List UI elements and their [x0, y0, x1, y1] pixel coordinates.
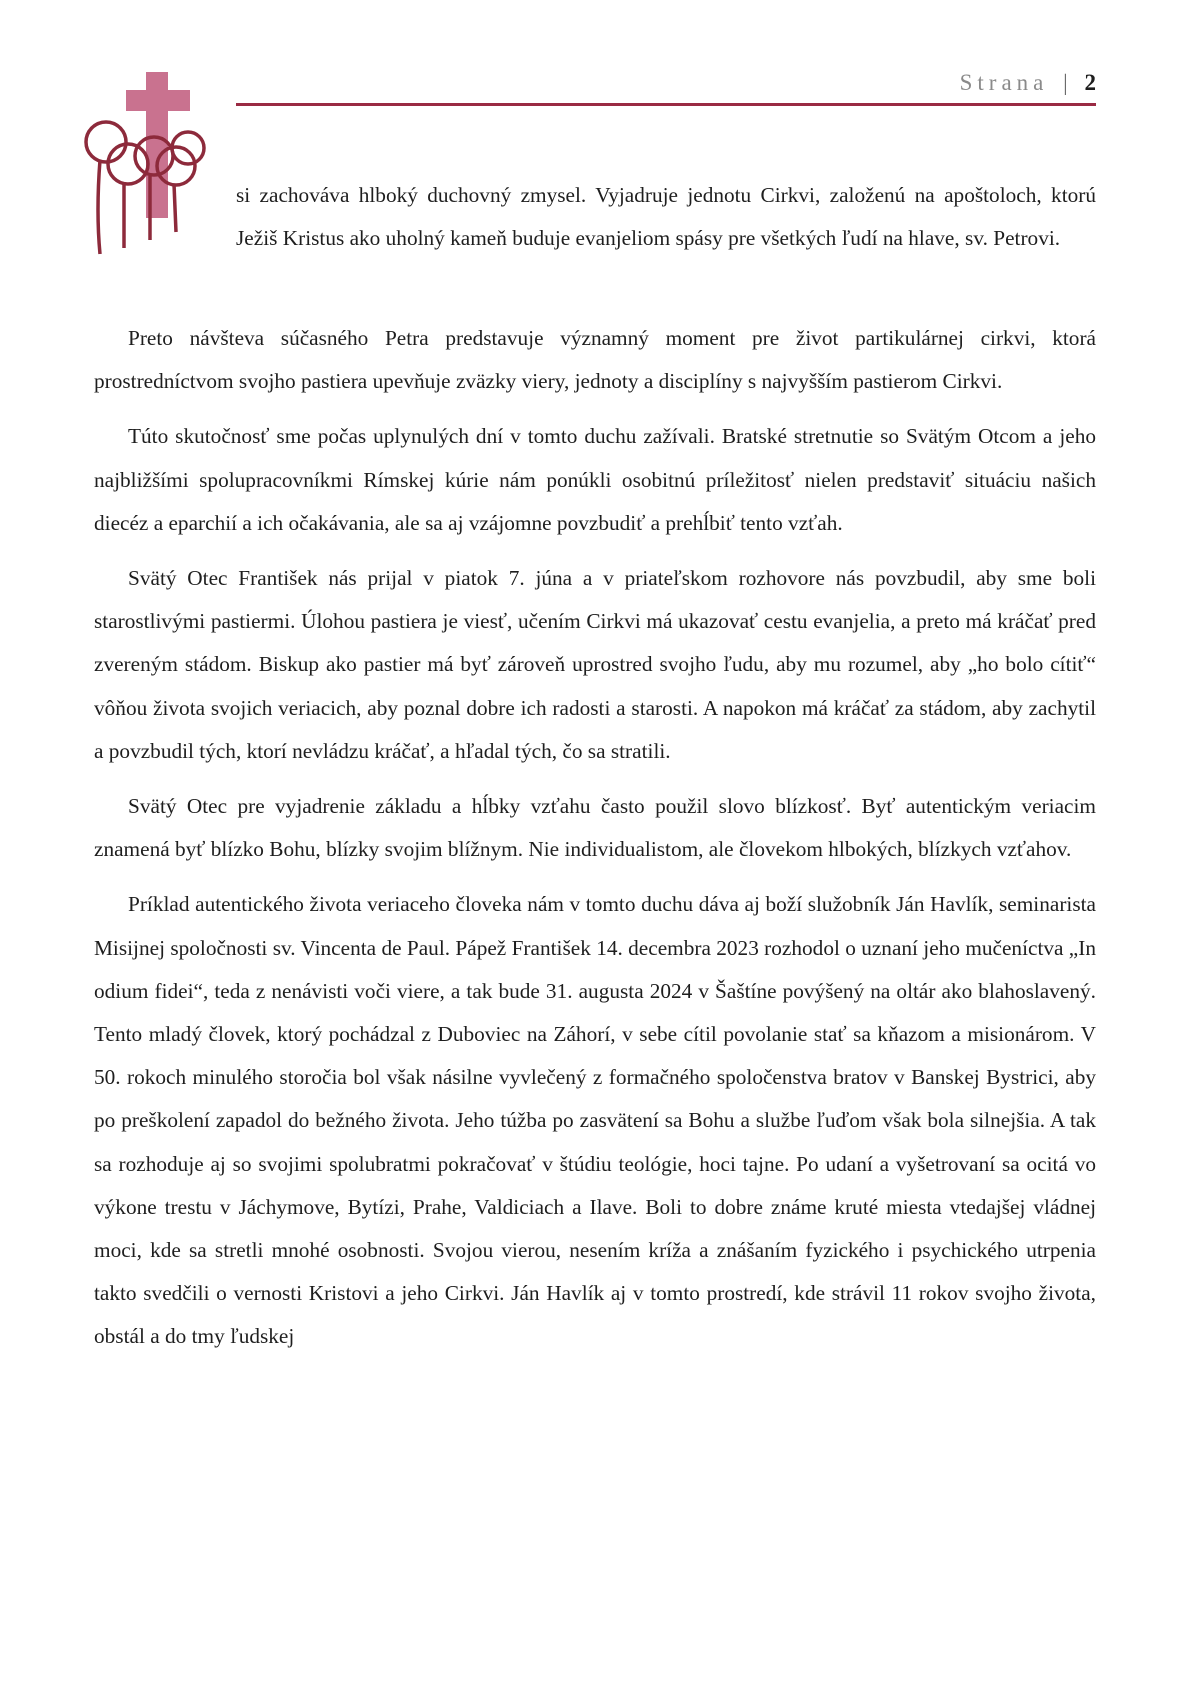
- paragraph: Túto skutočnosť sme počas uplynulých dní v tomto duchu zažívali. Bratské stretnutie so Svätým Otcom a jeho najbližšími spolupracovníkmi Rímskej kúrie nám ponúkli osobitnú príležitosť nielen predstaviť situáciu našich diecéz a eparchií a ich očakávania, ale sa aj vzájomne povzbudiť a prehĺbiť tento vzťah.: [94, 424, 1096, 535]
- cross-logo-icon: [84, 72, 220, 274]
- paragraph: Príklad autentického života veriaceho človeka nám v tomto duchu dáva aj boží služobník Ján Havlík, seminarista Misijnej spoločnosti sv. Vincenta de Paul. Pápež František 14. decembra 2023 rozhodol o uznaní jeho mučeníctva „In odium fidei“, teda z nenávisti voči viere, a tak bude 31. augusta 2024 v Šaštíne povýšený na oltár ako blahoslavený. Tento mladý človek, ktorý pochádzal z Duboviec na Záhorí, v sebe cítil povolanie stať sa kňazom a misionárom. V 50. rokoch minulého storočia bol však násilne vyvlečený z formačného spoločenstva bratov v Banskej Bystrici, aby po preškolení zapadol do bežného života. Jeho túžba po zasvätení sa Bohu a službe ľuďom však bola silnejšia. A tak sa rozhoduje aj so svojimi spolubratmi pokračovať v štúdiu teológie, hoci tajne. Po udaní a vyšetrovaní sa ocitá vo výkone trestu v Jáchymove, Bytízi, Prahe, Valdiciach a Ilave. Boli to dobre známe kruté miesta vtedajšej vládnej moci, kde sa stretli mnohé osobnosti. Svojou vierou, nesením kríža a znášaním fyzického i psychického utrpenia takto svedčili o vernosti Kristovi a jeho Cirkvi. Ján Havlík aj v tomto prostredí, kde strávil 11 rokov svojho života, obstál a do tmy ľudskej: [94, 892, 1096, 1349]
- intro-paragraph: si zachováva hlboký duchovný zmysel. Vyjadruje jednotu Cirkvi, založenú na apoštoloch, ktorú Ježiš Kristus ako uholný kameň buduje evanjeliom spásy pre všetkých ľudí na hlave, sv. Petrovi.: [236, 183, 1096, 250]
- paragraph: Svätý Otec František nás prijal v piatok 7. júna a v priateľskom rozhovore nás povzbudil, aby sme boli starostlivými pastiermi. Úlohou pastiera je viesť, učením Cirkvi má ukazovať cestu evanjelia, a preto má kráčať pred zvereným stádom. Biskup ako pastier má byť zároveň uprostred svojho ľudu, aby mu rozumel, aby „ho bolo cítiť“ vôňou života svojich veriacich, aby poznal dobre ich radosti a starosti. A napokon má kráčať za stádom, aby zachytil a povzbudil tých, ktorí nevládzu kráčať, a hľadal tých, čo sa stratili.: [94, 566, 1096, 763]
- paragraph: Svätý Otec pre vyjadrenie základu a hĺbky vzťahu často použil slovo blízkosť. Byť autentickým veriacim znamená byť blízko Bohu, blízky svojim blížnym. Nie individualistom, ale človekom hlbokých, blízkych vzťahov.: [94, 794, 1096, 862]
- page-number: 2: [1084, 70, 1096, 95]
- header-separator: |: [1063, 70, 1068, 95]
- document-body: [94, 317, 1096, 1371]
- header-rule: [236, 103, 1096, 106]
- page-label: Strana: [959, 70, 1049, 95]
- page-header: [960, 70, 1096, 96]
- paragraph: Preto návšteva súčasného Petra predstavuje významný moment pre život partikulárnej cirkvi, ktorá prostredníctvom svojho pastiera upevňuje zväzky viery, jednoty a disciplíny s najvyšším pastierom Cirkvi.: [94, 326, 1096, 394]
